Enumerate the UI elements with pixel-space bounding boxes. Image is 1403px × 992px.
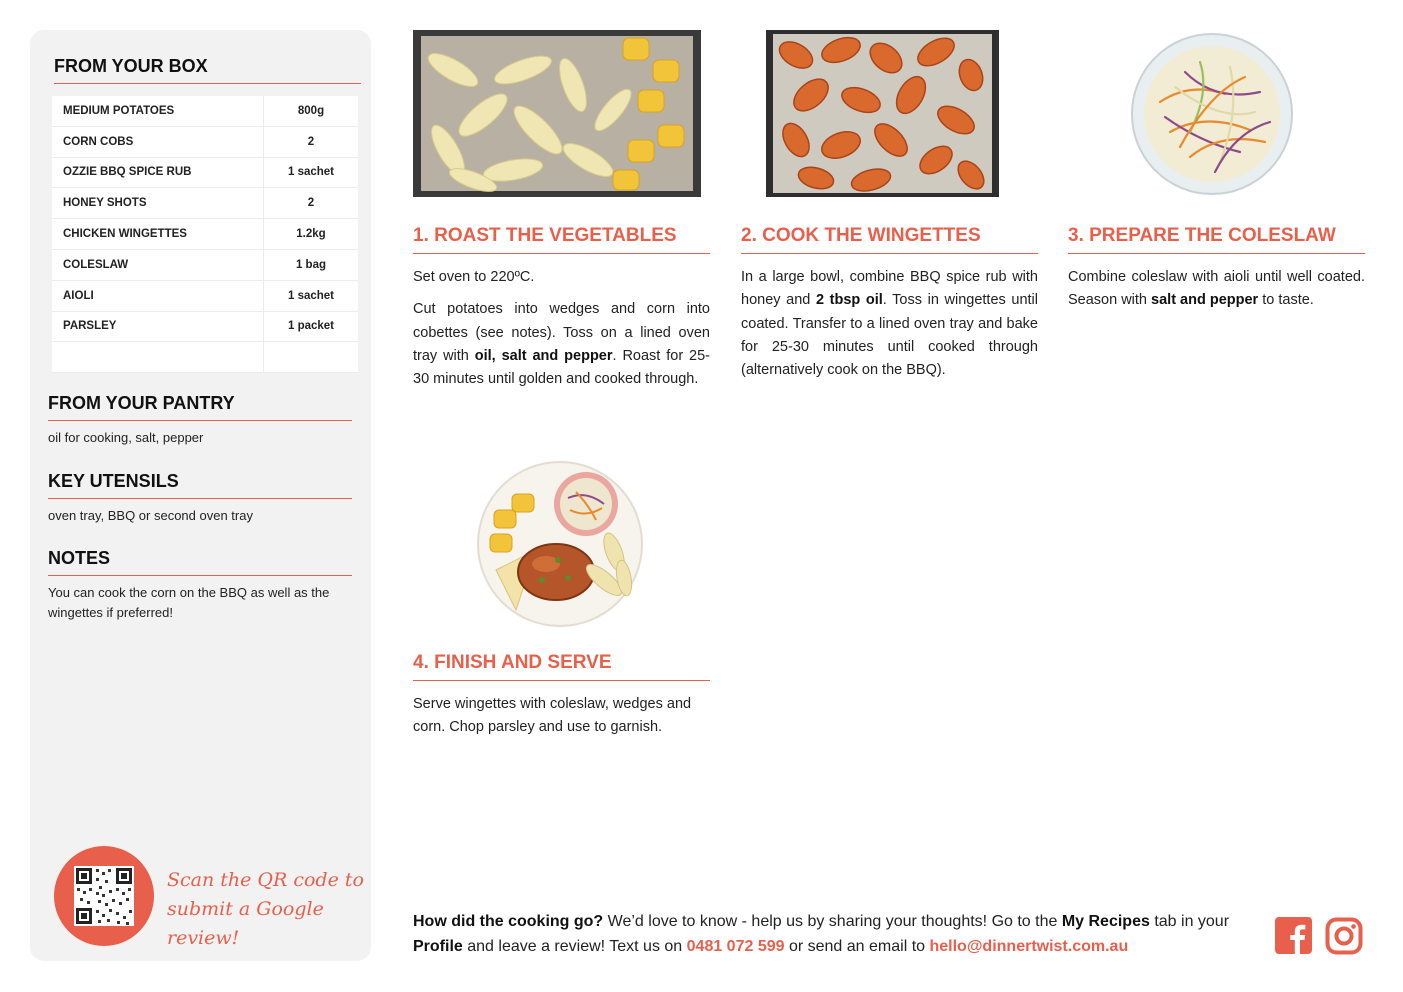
qr-text-line-1: Scan the QR code to: [167, 869, 364, 891]
ingredient-quantity: 800g: [264, 96, 359, 126]
step-2-title: 2. COOK THE WINGETTES: [741, 225, 1038, 254]
coleslaw-photo: [1130, 32, 1294, 196]
email-link[interactable]: hello@dinnertwist.com.au: [929, 938, 1129, 955]
facebook-icon[interactable]: [1275, 917, 1312, 959]
ingredient-name: HONEY SHOTS: [52, 188, 264, 219]
ingredient-quantity: 2: [264, 126, 359, 157]
ingredient-name: PARSLEY: [52, 311, 264, 342]
step-1-paragraph-2: Cut potatoes into wedges and corn into cobettes (see notes). Toss on a lined oven tray with oil, salt and pepper. Roast for 25-30 minutes until golden and cooked through.: [413, 301, 710, 388]
ingredient-name: COLESLAW: [52, 249, 264, 280]
ingredient-quantity: 1 bag: [264, 249, 359, 280]
ingredient-quantity: 1 sachet: [264, 280, 359, 311]
qr-text-line-2: submit a Google review!: [167, 898, 324, 949]
sidebar: [30, 30, 371, 961]
plated-meal-photo: [476, 460, 644, 628]
from-your-box-title: FROM YOUR BOX: [54, 56, 361, 84]
step-1-text: [413, 266, 710, 400]
key-utensils-title: KEY UTENSILS: [48, 471, 352, 499]
ingredient-row: [52, 126, 358, 157]
step-4-title: 4. FINISH AND SERVE: [413, 652, 710, 681]
ingredient-name: [52, 342, 264, 373]
ingredient-row: [52, 342, 358, 373]
profile-label: Profile: [413, 938, 463, 955]
qr-code-badge[interactable]: [54, 846, 154, 946]
roasted-vegetables-photo: [413, 30, 701, 197]
instagram-icon[interactable]: [1325, 917, 1363, 960]
step-3-title: 3. PREPARE THE COLESLAW: [1068, 225, 1365, 254]
ingredient-row: [52, 311, 358, 342]
ingredient-name: MEDIUM POTATOES: [52, 96, 264, 126]
ingredient-quantity: 1.2kg: [264, 219, 359, 250]
ingredient-name: OZZIE BBQ SPICE RUB: [52, 157, 264, 188]
footer-question: How did the cooking go?: [413, 913, 604, 930]
wingettes-photo: [766, 30, 999, 197]
ingredient-quantity: [264, 342, 359, 373]
from-your-pantry-title: FROM YOUR PANTRY: [48, 393, 352, 421]
step-1-paragraph-1: Set oven to 220ºC.: [413, 269, 535, 285]
ingredient-row: [52, 96, 358, 126]
step-2-paragraph-1: In a large bowl, combine BBQ spice rub with honey and 2 tbsp oil. Toss in wingettes until coated. Transfer to a lined oven tray and bake for 25-30 minutes until cooked through (alternatively cook on the BBQ).: [741, 269, 1038, 379]
ingredient-name: CHICKEN WINGETTES: [52, 219, 264, 250]
ingredient-name: AIOLI: [52, 280, 264, 311]
step-4-paragraph-1: Serve wingettes with coleslaw, wedges and corn. Chop parsley and use to garnish.: [413, 696, 692, 736]
ingredient-row: [52, 219, 358, 250]
review-footer-text: How did the cooking go? We’d love to know - help us by sharing your thoughts! Go to the My Recipes tab in your Profile and leave a review! Text us on 0481 072 599 or send an email to hello@dinnertwist.com.au: [413, 913, 1230, 955]
qr-code-icon: [74, 866, 134, 926]
ingredient-quantity: 1 sachet: [264, 157, 359, 188]
notes-title: NOTES: [48, 548, 352, 576]
step-3-paragraph-1: Combine coleslaw with aioli until well coated. Season with salt and pepper to taste.: [1068, 269, 1365, 309]
phone-link[interactable]: 0481 072 599: [686, 938, 785, 955]
step-2-text: [741, 266, 1038, 391]
qr-review-text: [167, 866, 367, 953]
ingredient-quantity: 2: [264, 188, 359, 219]
pantry-text: oil for cooking, salt, pepper: [48, 430, 204, 445]
notes-text: You can cook the corn on the BBQ as well as the wingettes if preferred!: [48, 585, 330, 620]
ingredient-row: [52, 280, 358, 311]
ingredient-row: [52, 249, 358, 280]
utensils-text: oven tray, BBQ or second oven tray: [48, 508, 253, 523]
ingredient-quantity: 1 packet: [264, 311, 359, 342]
my-recipes-tab-label: My Recipes: [1061, 913, 1150, 930]
step-1-title: 1. ROAST THE VEGETABLES: [413, 225, 710, 254]
step-4-text: [413, 693, 710, 749]
step-3-text: [1068, 266, 1365, 322]
ingredients-table: [52, 96, 358, 373]
ingredient-name: CORN COBS: [52, 126, 264, 157]
ingredient-row: [52, 188, 358, 219]
ingredient-row: [52, 157, 358, 188]
